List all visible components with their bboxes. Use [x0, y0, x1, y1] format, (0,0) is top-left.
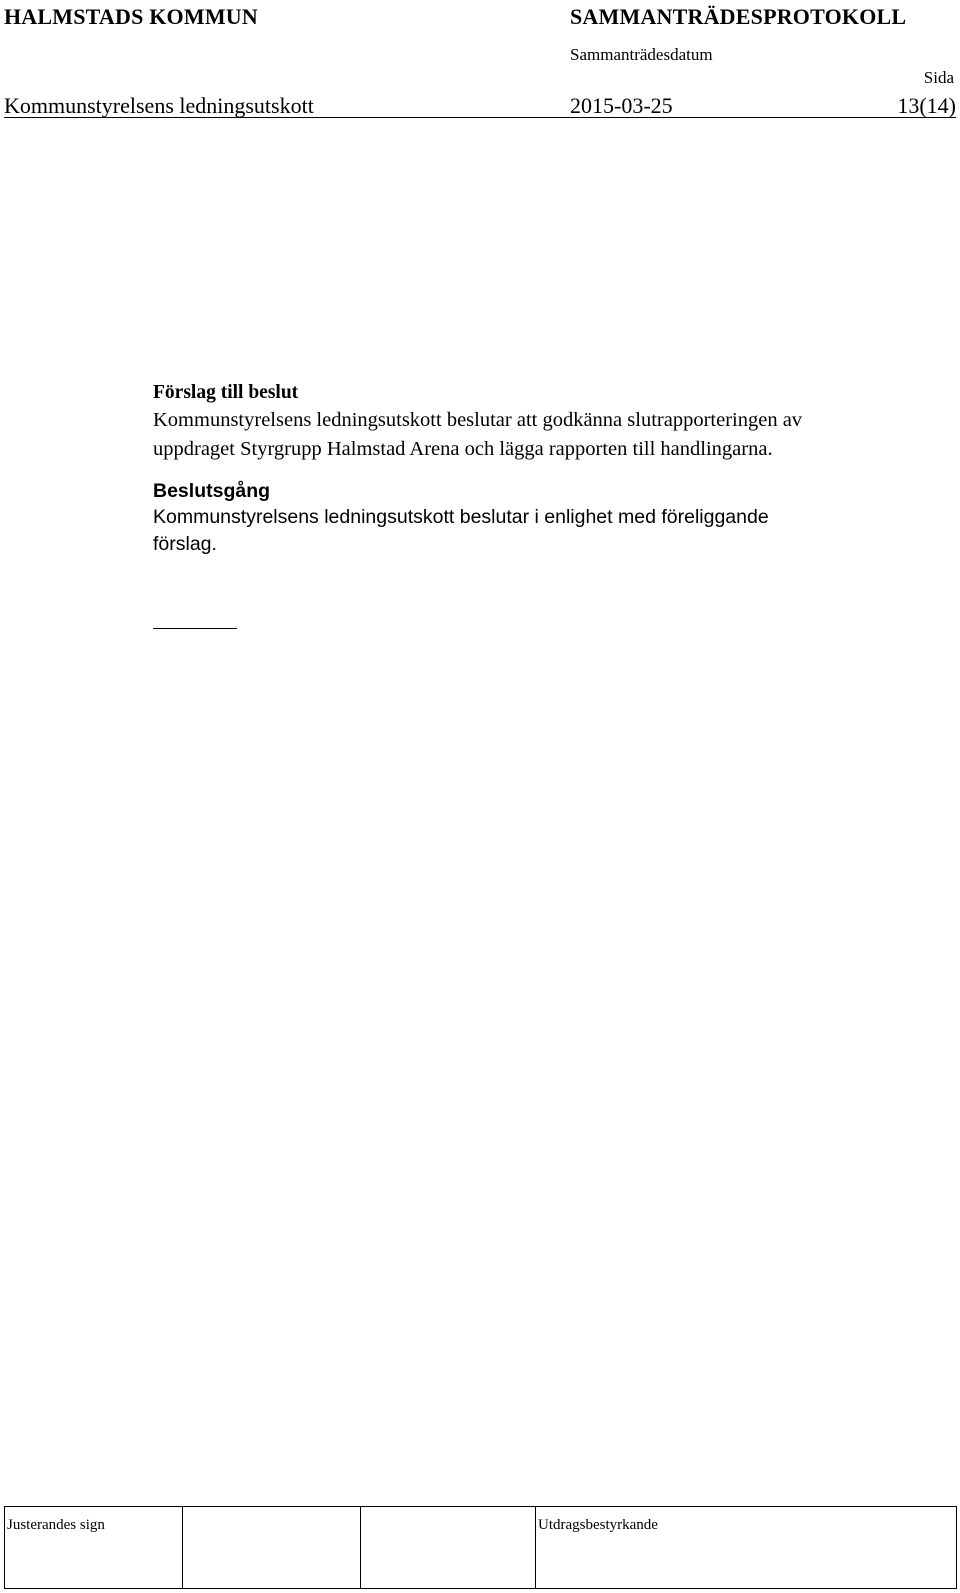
signature-table: [4, 1506, 957, 1589]
organization-name: HALMSTADS KOMMUN: [4, 4, 258, 29]
protocol-body: [153, 380, 953, 556]
proposal-text-line-2: uppdraget Styrgrupp Halmstad Arena och lägga rapporten till handlingarna.: [153, 438, 773, 460]
decision-section: [153, 480, 953, 556]
decision-text-line-2: förslag.: [153, 533, 217, 555]
certification-label: Utdragsbestyrkande: [538, 1517, 658, 1533]
page-number: 13(14): [897, 93, 956, 118]
certification-cell: [536, 1507, 956, 1588]
sign-cell: [5, 1507, 183, 1588]
sign-cell-empty-2: [361, 1507, 536, 1588]
header-divider: [4, 117, 956, 118]
document-type: SAMMANTRÄDESPROTOKOLL: [570, 4, 907, 29]
page-label: Sida: [923, 68, 954, 87]
proposal-heading: Förslag till beslut: [153, 382, 299, 403]
sign-label: Justerandes sign: [7, 1517, 105, 1533]
committee-name: Kommunstyrelsens ledningsutskott: [4, 93, 314, 118]
decision-text-line-1: Kommunstyrelsens ledningsutskott beslutar i enlighet med föreliggande: [153, 506, 769, 528]
decision-heading: Beslutsgång: [153, 480, 271, 502]
meeting-date: 2015-03-25: [570, 93, 673, 118]
sign-cell-empty-1: [183, 1507, 361, 1588]
proposal-text-line-1: Kommunstyrelsens ledningsutskott beslutar att godkänna slutrapporteringen av: [153, 409, 803, 431]
meeting-date-label: Sammanträdesdatum: [570, 45, 713, 64]
section-end-rule: [153, 628, 237, 629]
